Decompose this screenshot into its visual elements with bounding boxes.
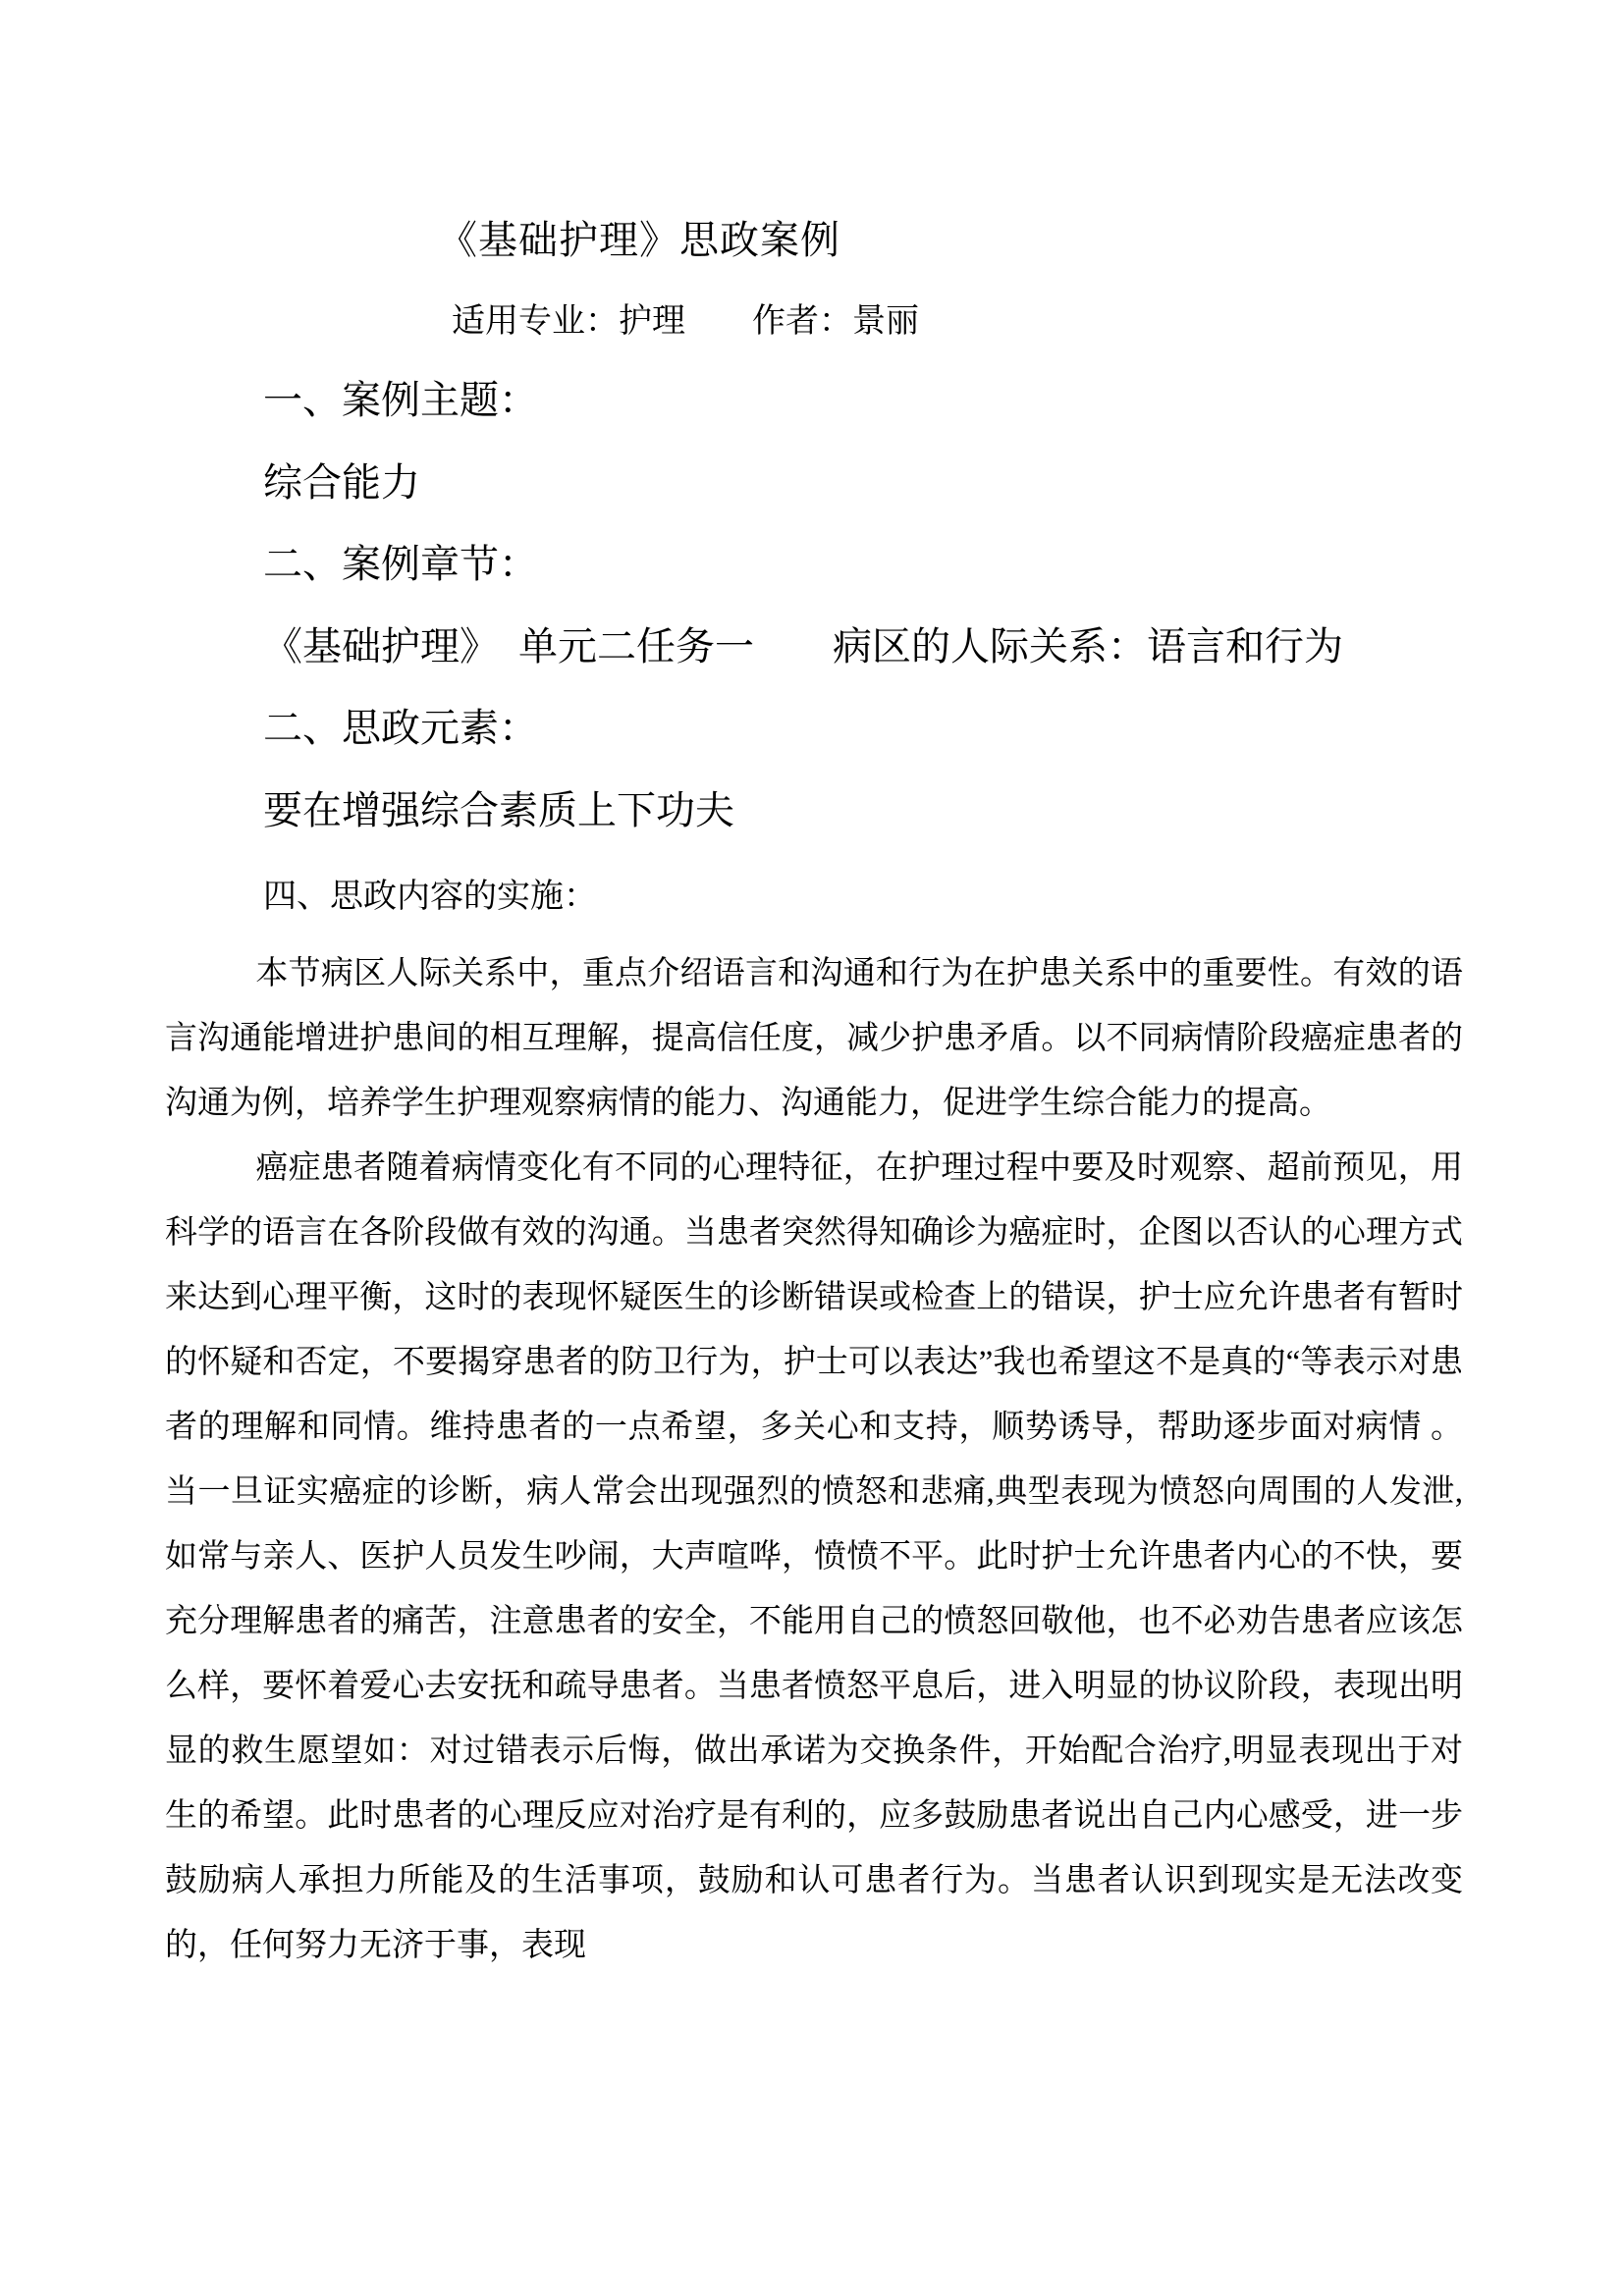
section-3-content: 要在增强综合素质上下功夫	[263, 788, 734, 832]
section-1-heading: 一、案例主题：	[263, 378, 538, 422]
section-2-content: 《基础护理》 单元二任务一 病区的人际关系：语言和行为	[263, 624, 1343, 668]
section-4-heading: 四、思政内容的实施：	[263, 879, 597, 915]
document-meta-line: 适用专业：护理 作者：景丽	[452, 303, 919, 340]
document-title: 《基础护理》思政案例	[438, 218, 840, 262]
section-2-heading: 二、案例章节：	[263, 542, 538, 586]
body-paragraph-2: 癌症患者随着病情变化有不同的心理特征，在护理过程中要及时观察、超前预见，用科学的语言在各阶段做有效的沟通。当患者突然得知确诊为癌症时，企图以否认的心理方式来达到心理平衡，这时的表现怀疑医生的诊断错误或检查上的错误，护士应允许患者有暂时的怀疑和否定，不要揭穿患者的防卫行为，护士可以表达”我也希望这不是真的“等表示对患者的理解和同情。维持患者的一点希望，多关心和支持，顺势诱导，帮助逐步面对病情 。当一旦证实癌症的诊断，病人常会出现强烈的愤怒和悲痛,典型表现为愤怒向周围的人发泄,如常与亲人、医护人员发生吵闹，大声喧哗，愤愤不平。此时护士允许患者内心的不快，要充分理解患者的痛苦，注意患者的安全，不能用自己的愤怒回敬他，也不必劝告患者应该怎么样，要怀着爱心去安抚和疏导患者。当患者愤怒平息后，进入明显的协议阶段，表现出明显的救生愿望如：对过错表示后悔，做出承诺为交换条件，开始配合治疗,明显表现出于对生的希望。此时患者的心理反应对治疗是有利的，应多鼓励患者说出自己内心感受，进一步鼓励病人承担力所能及的生活事项，鼓励和认可患者行为。当患者认识到现实是无法改变的，任何努力无济于事，表现	[165, 1150, 1463, 1963]
section-1-content: 综合能力	[263, 460, 420, 505]
section-3-heading: 二、思政元素：	[263, 706, 538, 750]
body-paragraph-1: 本节病区人际关系中，重点介绍语言和沟通和行为在护患关系中的重要性。有效的语言沟通能增进护患间的相互理解，提高信任度，减少护患矛盾。以不同病情阶段癌症患者的沟通为例，培养学生护理观察病情的能力、沟通能力，促进学生综合能力的提高。	[165, 956, 1463, 1121]
